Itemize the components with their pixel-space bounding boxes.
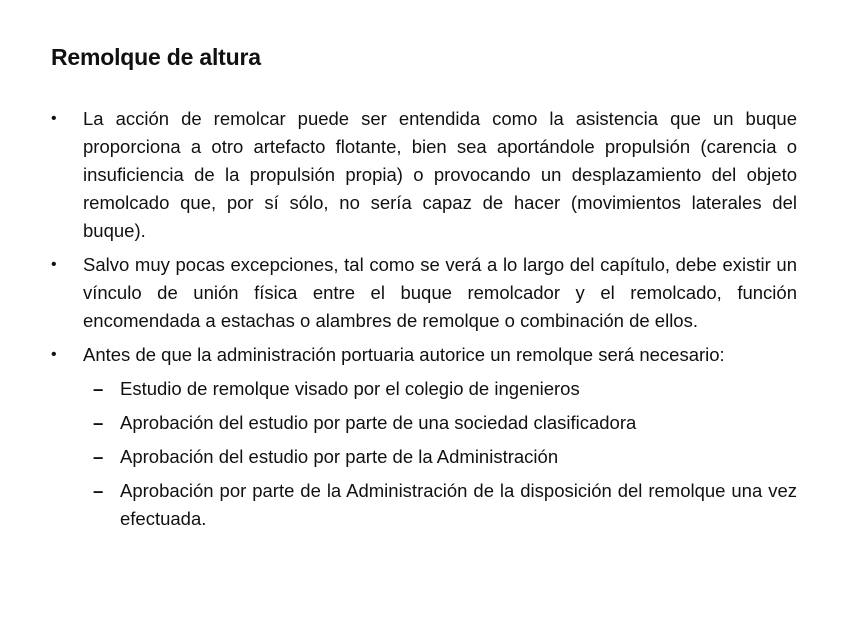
sub-item (51, 477, 797, 533)
dash-icon: – (93, 480, 104, 501)
bullet-item (51, 105, 797, 245)
bullet-icon: • (51, 256, 57, 273)
bullet-item (51, 341, 797, 369)
bullet-item (51, 251, 797, 335)
sub-list (51, 375, 797, 533)
slide-title: Remolque de altura (51, 44, 261, 70)
sub-item-text: Aprobación por parte de la Administración de la disposición del remolque una vez efectuada. (120, 480, 797, 529)
bullet-text: Salvo muy pocas excepciones, tal como se verá a lo largo del capítulo, debe existir un vínculo de unión física entre el buque remolcador y el remolcado, función encomendada a estachas o alambres de remolque o combinación de ellos. (83, 254, 797, 331)
bullet-icon: • (51, 110, 57, 127)
sub-item (51, 409, 797, 437)
sub-item (51, 375, 797, 403)
dash-icon: – (93, 412, 104, 433)
bullet-text: Antes de que la administración portuaria autorice un remolque será necesario: (83, 344, 725, 365)
bullet-icon: • (51, 346, 57, 363)
bullet-text: La acción de remolcar puede ser entendida como la asistencia que un buque proporciona a otro artefacto flotante, bien sea aportándole propulsión (carencia o insuficiencia de la propulsión propia) o provocando un desplazamiento del objeto remolcado que, por sí sólo, no sería capaz de hacer (movimientos laterales del buque). (83, 108, 797, 241)
sub-item-text: Estudio de remolque visado por el colegio de ingenieros (120, 378, 580, 399)
slide-content (51, 105, 797, 539)
sub-item-text: Aprobación del estudio por parte de una sociedad clasificadora (120, 412, 637, 433)
dash-icon: – (93, 378, 104, 399)
dash-icon: – (93, 446, 104, 467)
sub-item-text: Aprobación del estudio por parte de la Administración (120, 446, 559, 467)
sub-item (51, 443, 797, 471)
